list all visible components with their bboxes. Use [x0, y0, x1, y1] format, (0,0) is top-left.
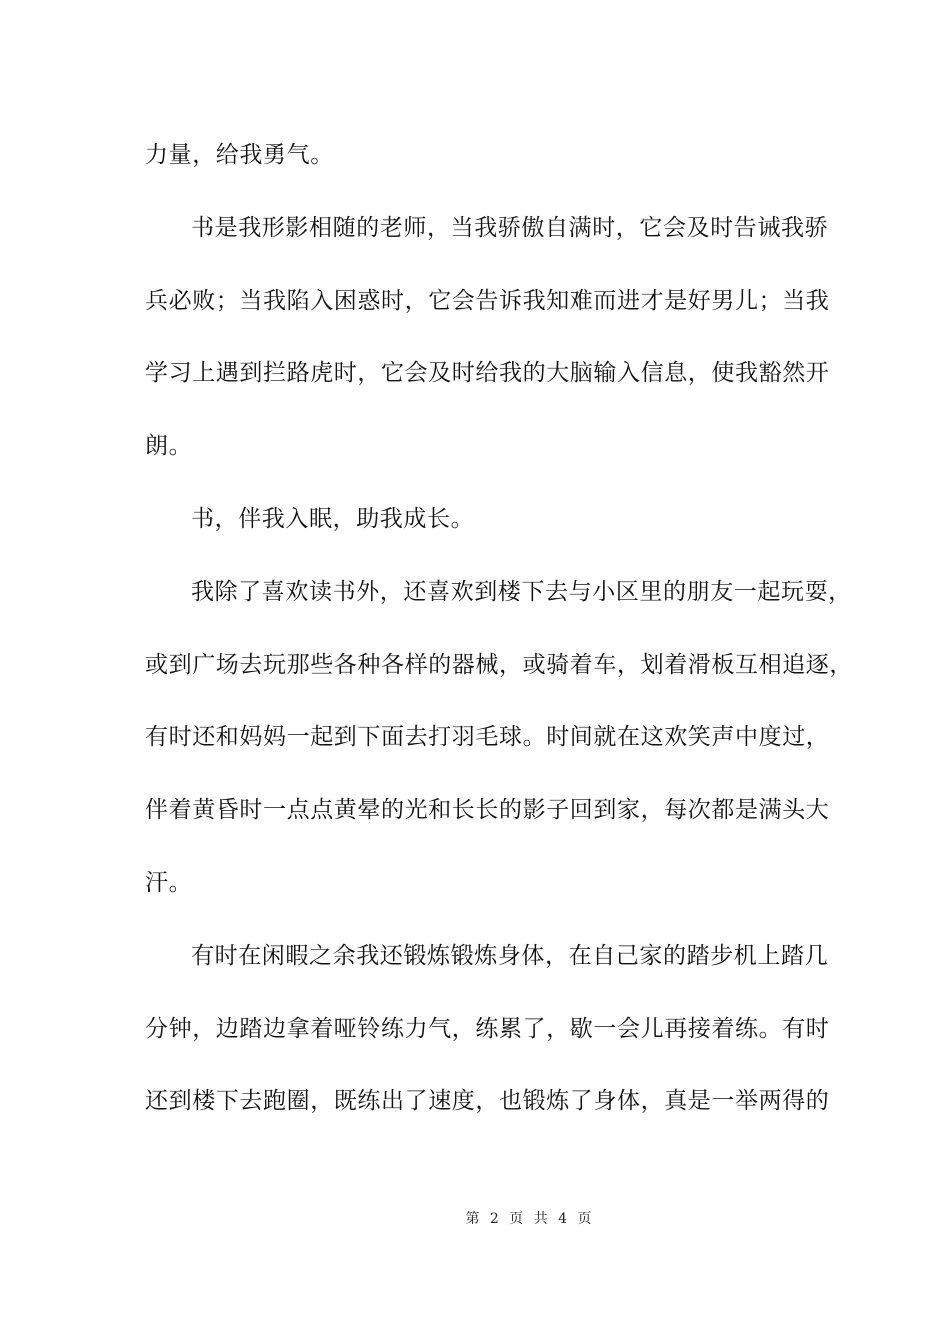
- paragraph-line: 分钟，边踏边拿着哑铃练力气，练累了，歇一会儿再接着练。有时: [145, 1015, 830, 1042]
- paragraph-line: 我除了喜欢读书外，还喜欢到楼下去与小区里的朋友一起玩耍，: [191, 578, 852, 605]
- body-text: [145, 128, 853, 1147]
- paragraph-line: 汗。: [145, 869, 193, 896]
- paragraph-line: 书是我形影相随的老师，当我骄傲自满时，它会及时告诫我骄: [191, 214, 829, 241]
- paragraph-line: 伴着黄昏时一点点黄晕的光和长长的影子回到家，每次都是满头大: [145, 797, 830, 824]
- paragraph-line: 学习上遇到拦路虎时，它会及时给我的大脑输入信息，使我豁然开: [145, 360, 830, 387]
- paragraph-line: 力量，给我勇气。: [145, 142, 334, 168]
- paragraph-line: 或到广场去玩那些各种各样的器械，或骑着车，划着滑板互相追逐，: [145, 651, 853, 678]
- paragraph-line: 朗。: [145, 433, 193, 460]
- paragraph-line: 兵必败；当我陷入困惑时，它会告诉我知难而进才是好男儿；当我: [145, 287, 830, 314]
- paragraph-line: 书，伴我入眠，助我成长。: [191, 505, 475, 532]
- page-number-footer: 第 2 页 共 4 页: [465, 1211, 595, 1227]
- paragraph-line: 还到楼下去跑圈，既练出了速度，也锻炼了身体，真是一举两得的: [145, 1088, 830, 1115]
- paragraph-line: 有时还和妈妈一起到下面去打羽毛球。时间就在这欢笑声中度过，: [145, 724, 830, 751]
- paragraph-line: 有时在闲暇之余我还锻炼锻炼身体，在自己家的踏步机上踏几: [191, 942, 829, 969]
